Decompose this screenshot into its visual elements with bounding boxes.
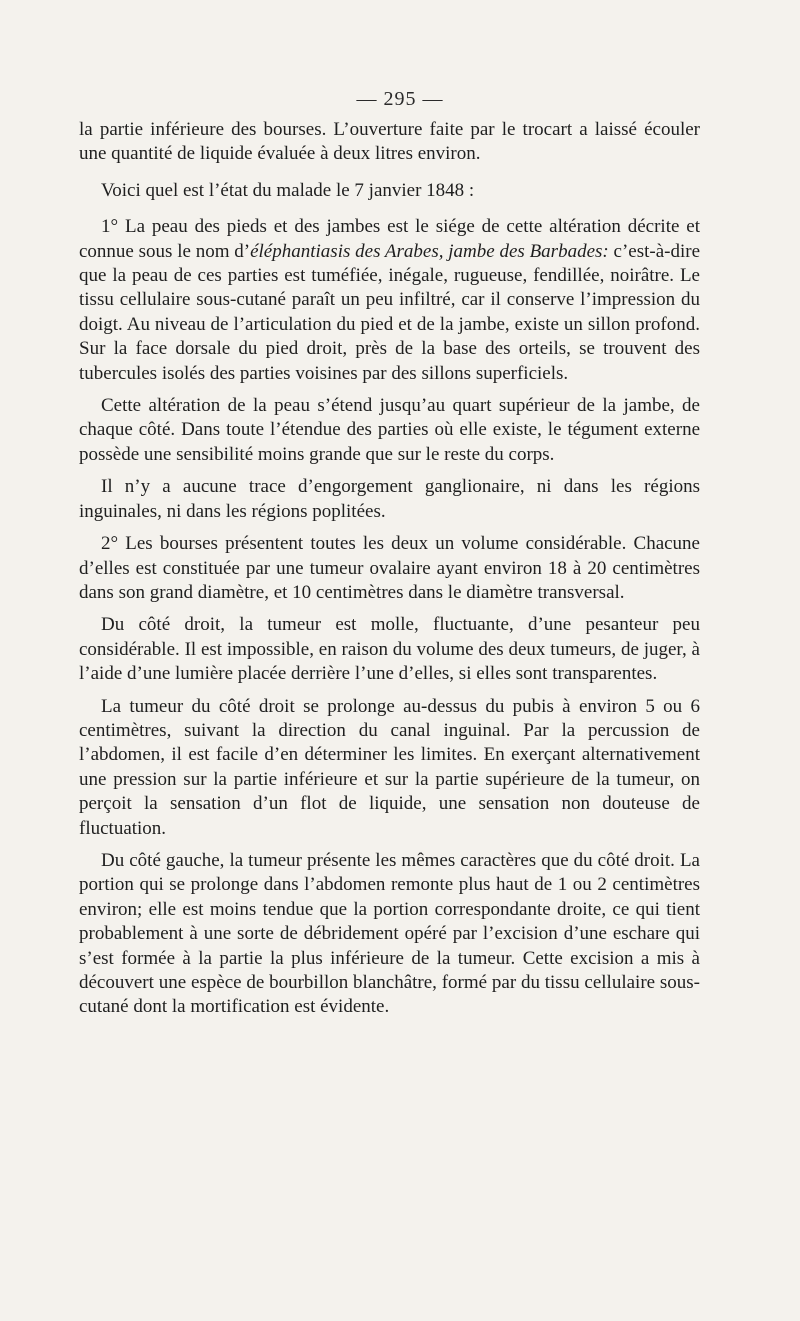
paragraph-5: Il n’y a aucune trace d’engorgement ganglionaire, ni dans les régions inguinales, ni dans les régions poplitées.	[79, 476, 700, 522]
paragraph-7: Du côté droit, la tumeur est molle, fluctuante, d’une pesanteur peu considérable. Il est impossible, en raison du volume des deux tumeurs, de juger, à l’aide d’une lumière placée derrière l’une d’elles, si elles sont transparentes.	[79, 614, 700, 685]
page-text	[79, 118, 700, 1020]
paragraph-3-italic-term: éléphantiasis des Arabes, jambe des Barbades:	[250, 240, 609, 262]
paragraph-3-part-2: c’est-à-dire que la peau de ces parties est tuméfiée, inégale, rugueuse, fendillée, noirâtre. Le tissu cellulaire sous-cutané paraît un peu infiltré, car il conserve l’impression du doigt. Au niveau de l’articulation du pied et de la jambe, existe un sillon profond. Sur la face dorsale du pied droit, près de la base des orteils, se trouvent des tubercules isolés des parties voisines par des sillons superficiels.	[79, 240, 701, 384]
paragraph-2: Voici quel est l’état du malade le 7 janvier 1848 :	[101, 179, 475, 201]
paragraph-6: 2° Les bourses présentent toutes les deux un volume considérable. Chacune d’elles est constituée par une tumeur ovalaire ayant environ 18 à 20 centimètres dans son grand diamètre, et 10 centimètres dans le diamètre transversal.	[79, 533, 700, 603]
paragraph-8: La tumeur du côté droit se prolonge au-dessus du pubis à environ 5 ou 6 centimètres, suivant la direction du canal inguinal. Par la percussion de l’abdomen, il est facile d’en déterminer les limites. En exerçant alternativement une pression sur la partie inférieure et sur la partie supérieure de la tumeur, on perçoit la sensation d’un flot de liquide, une sensation non douteuse de fluctuation.	[79, 695, 700, 839]
paragraph-9: Du côté gauche, la tumeur présente les mêmes caractères que du côté droit. La portion qui se prolonge dans l’abdomen remonte plus haut de 1 ou 2 centimètres environ; elle est moins tendue que la portion correspondante droite, ce qui tient probablement à une sorte de débridement opéré par l’excision d’une eschare qui s’est formée à la partie la plus inférieure de la tumeur. Cette excision a mis à découvert une espèce de bourbillon blanchâtre, formé par du tissu cellulaire sous-cutané dont la mortification est évidente.	[79, 849, 700, 1018]
paragraph-4: Cette altération de la peau s’étend jusqu’au quart supérieur de la jambe, de chaque côté. Dans toute l’étendue des parties où elle existe, le tégument externe possède une sensibilité moins grande que sur le reste du corps.	[79, 395, 700, 465]
paragraph-1: la partie inférieure des bourses. L’ouverture faite par le trocart a laissé écouler une quantité de liquide évaluée à deux litres environ.	[79, 119, 700, 165]
page-number: — 295 —	[356, 88, 444, 110]
paragraph-3	[79, 215, 700, 386]
paragraph-3-part-1: 1° La peau des pieds et des jambes est le siége de cette altération décrite et connue sous le nom d’	[79, 216, 700, 262]
